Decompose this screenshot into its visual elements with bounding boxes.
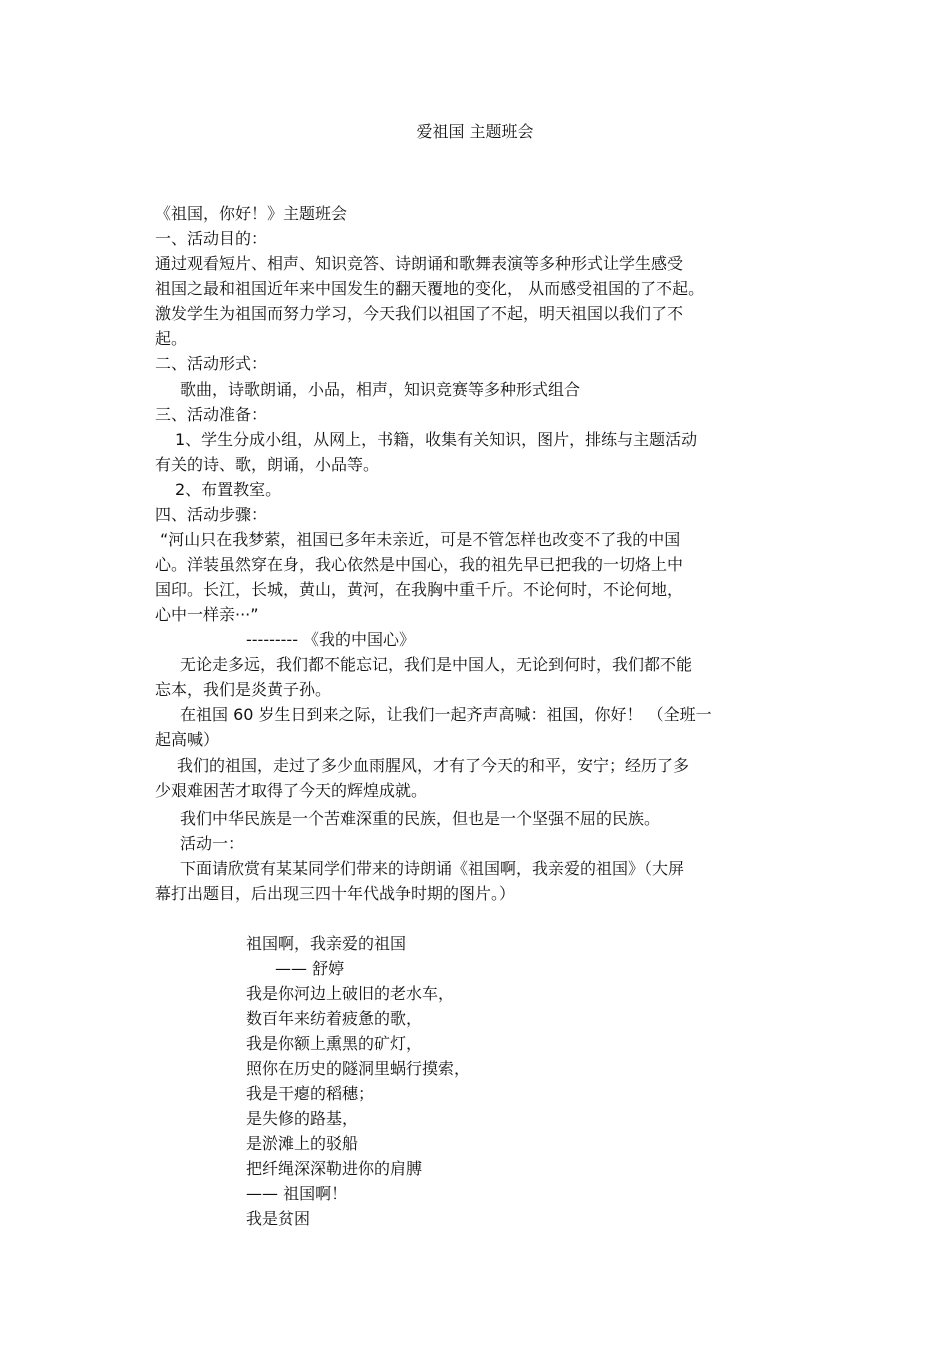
text-line: 心中一样亲···” xyxy=(155,605,259,624)
text-line: 祖国之最和祖国近年来中国发生的翻天覆地的变化， 从而感受祖国的了不起。 xyxy=(155,279,705,298)
text-line: “河山只在我梦萦，祖国已多年未亲近，可是不管怎样也改变不了我的中国 xyxy=(160,530,681,549)
text-line: 我们中华民族是一个苦难深重的民族，但也是一个坚强不屈的民族。 xyxy=(180,809,661,828)
text-line: 起高喊） xyxy=(155,730,220,749)
text-line: 二、活动形式： xyxy=(155,354,268,373)
poem-title: 祖国啊，我亲爱的祖国 xyxy=(246,934,407,953)
text-line: 2、布置教室。 xyxy=(175,480,282,499)
poem-line: 我是干瘪的稻穗； xyxy=(246,1084,375,1103)
document-title: 爱祖国 主题班会 xyxy=(416,122,534,141)
text-line: 歌曲，诗歌朗诵，小品，相声，知识竞赛等多种形式组合 xyxy=(180,380,581,399)
text-line: 国印。长江，长城，黄山，黄河，在我胸中重千斤。不论何时，不论何地， xyxy=(155,580,684,599)
text-line: 忘本，我们是炎黄子孙。 xyxy=(155,680,332,699)
poem-author: —— 舒婷 xyxy=(275,959,345,978)
text-line: 一、活动目的： xyxy=(155,229,268,248)
poem-line: —— 祖国啊！ xyxy=(246,1184,348,1203)
poem-line: 照你在历史的隧洞里蜗行摸索， xyxy=(246,1059,471,1078)
text-line: 下面请欣赏有某某同学们带来的诗朗诵《祖国啊，我亲爱的祖国》（大屏 xyxy=(180,859,685,878)
poem-line: 我是你额上熏黑的矿灯， xyxy=(246,1034,423,1053)
text-line: 少艰难困苦才取得了今天的辉煌成就。 xyxy=(155,781,428,800)
text-line: 1、学生分成小组，从网上，书籍，收集有关知识，图片，排练与主题活动 xyxy=(175,430,698,449)
poem-line: 我是贫困 xyxy=(246,1209,311,1228)
text-line: 通过观看短片、相声、知识竞答、诗朗诵和歌舞表演等多种形式让学生感受 xyxy=(155,254,684,273)
text-line: 四、活动步骤： xyxy=(155,505,268,524)
text-line: --------- 《我的中国心》 xyxy=(246,630,416,649)
text-line: 在祖国 60 岁生日到来之际，让我们一起齐声高喊：祖国，你好！ （全班一 xyxy=(180,705,712,724)
text-line: 无论走多远，我们都不能忘记，我们是中国人，无论到何时，我们都不能 xyxy=(180,655,693,674)
poem-line: 是淤滩上的驳船 xyxy=(246,1134,359,1153)
text-line: 三、活动准备： xyxy=(155,405,268,424)
text-line: 起。 xyxy=(155,329,188,348)
text-line: 幕打出题目，后出现三四十年代战争时期的图片。） xyxy=(155,884,516,903)
text-line: 有关的诗、歌，朗诵，小品等。 xyxy=(155,455,380,474)
poem-line: 把纤绳深深勒进你的肩膊 xyxy=(246,1159,423,1178)
text-line: 心。洋装虽然穿在身，我心依然是中国心，我的祖先早已把我的一切烙上中 xyxy=(155,555,684,574)
poem-line: 我是你河边上破旧的老水车， xyxy=(246,984,455,1003)
text-line: 《祖国，你好！》主题班会 xyxy=(155,204,348,223)
poem-line: 数百年来纺着疲惫的歌， xyxy=(246,1009,423,1028)
text-line: 激发学生为祖国而努力学习，今天我们以祖国了不起，明天祖国以我们了不 xyxy=(155,304,684,323)
poem-line: 是失修的路基， xyxy=(246,1109,359,1128)
text-line: 活动一： xyxy=(180,834,245,853)
text-line: 我们的祖国，走过了多少血雨腥风，才有了今天的和平，安宁；经历了多 xyxy=(177,756,690,775)
